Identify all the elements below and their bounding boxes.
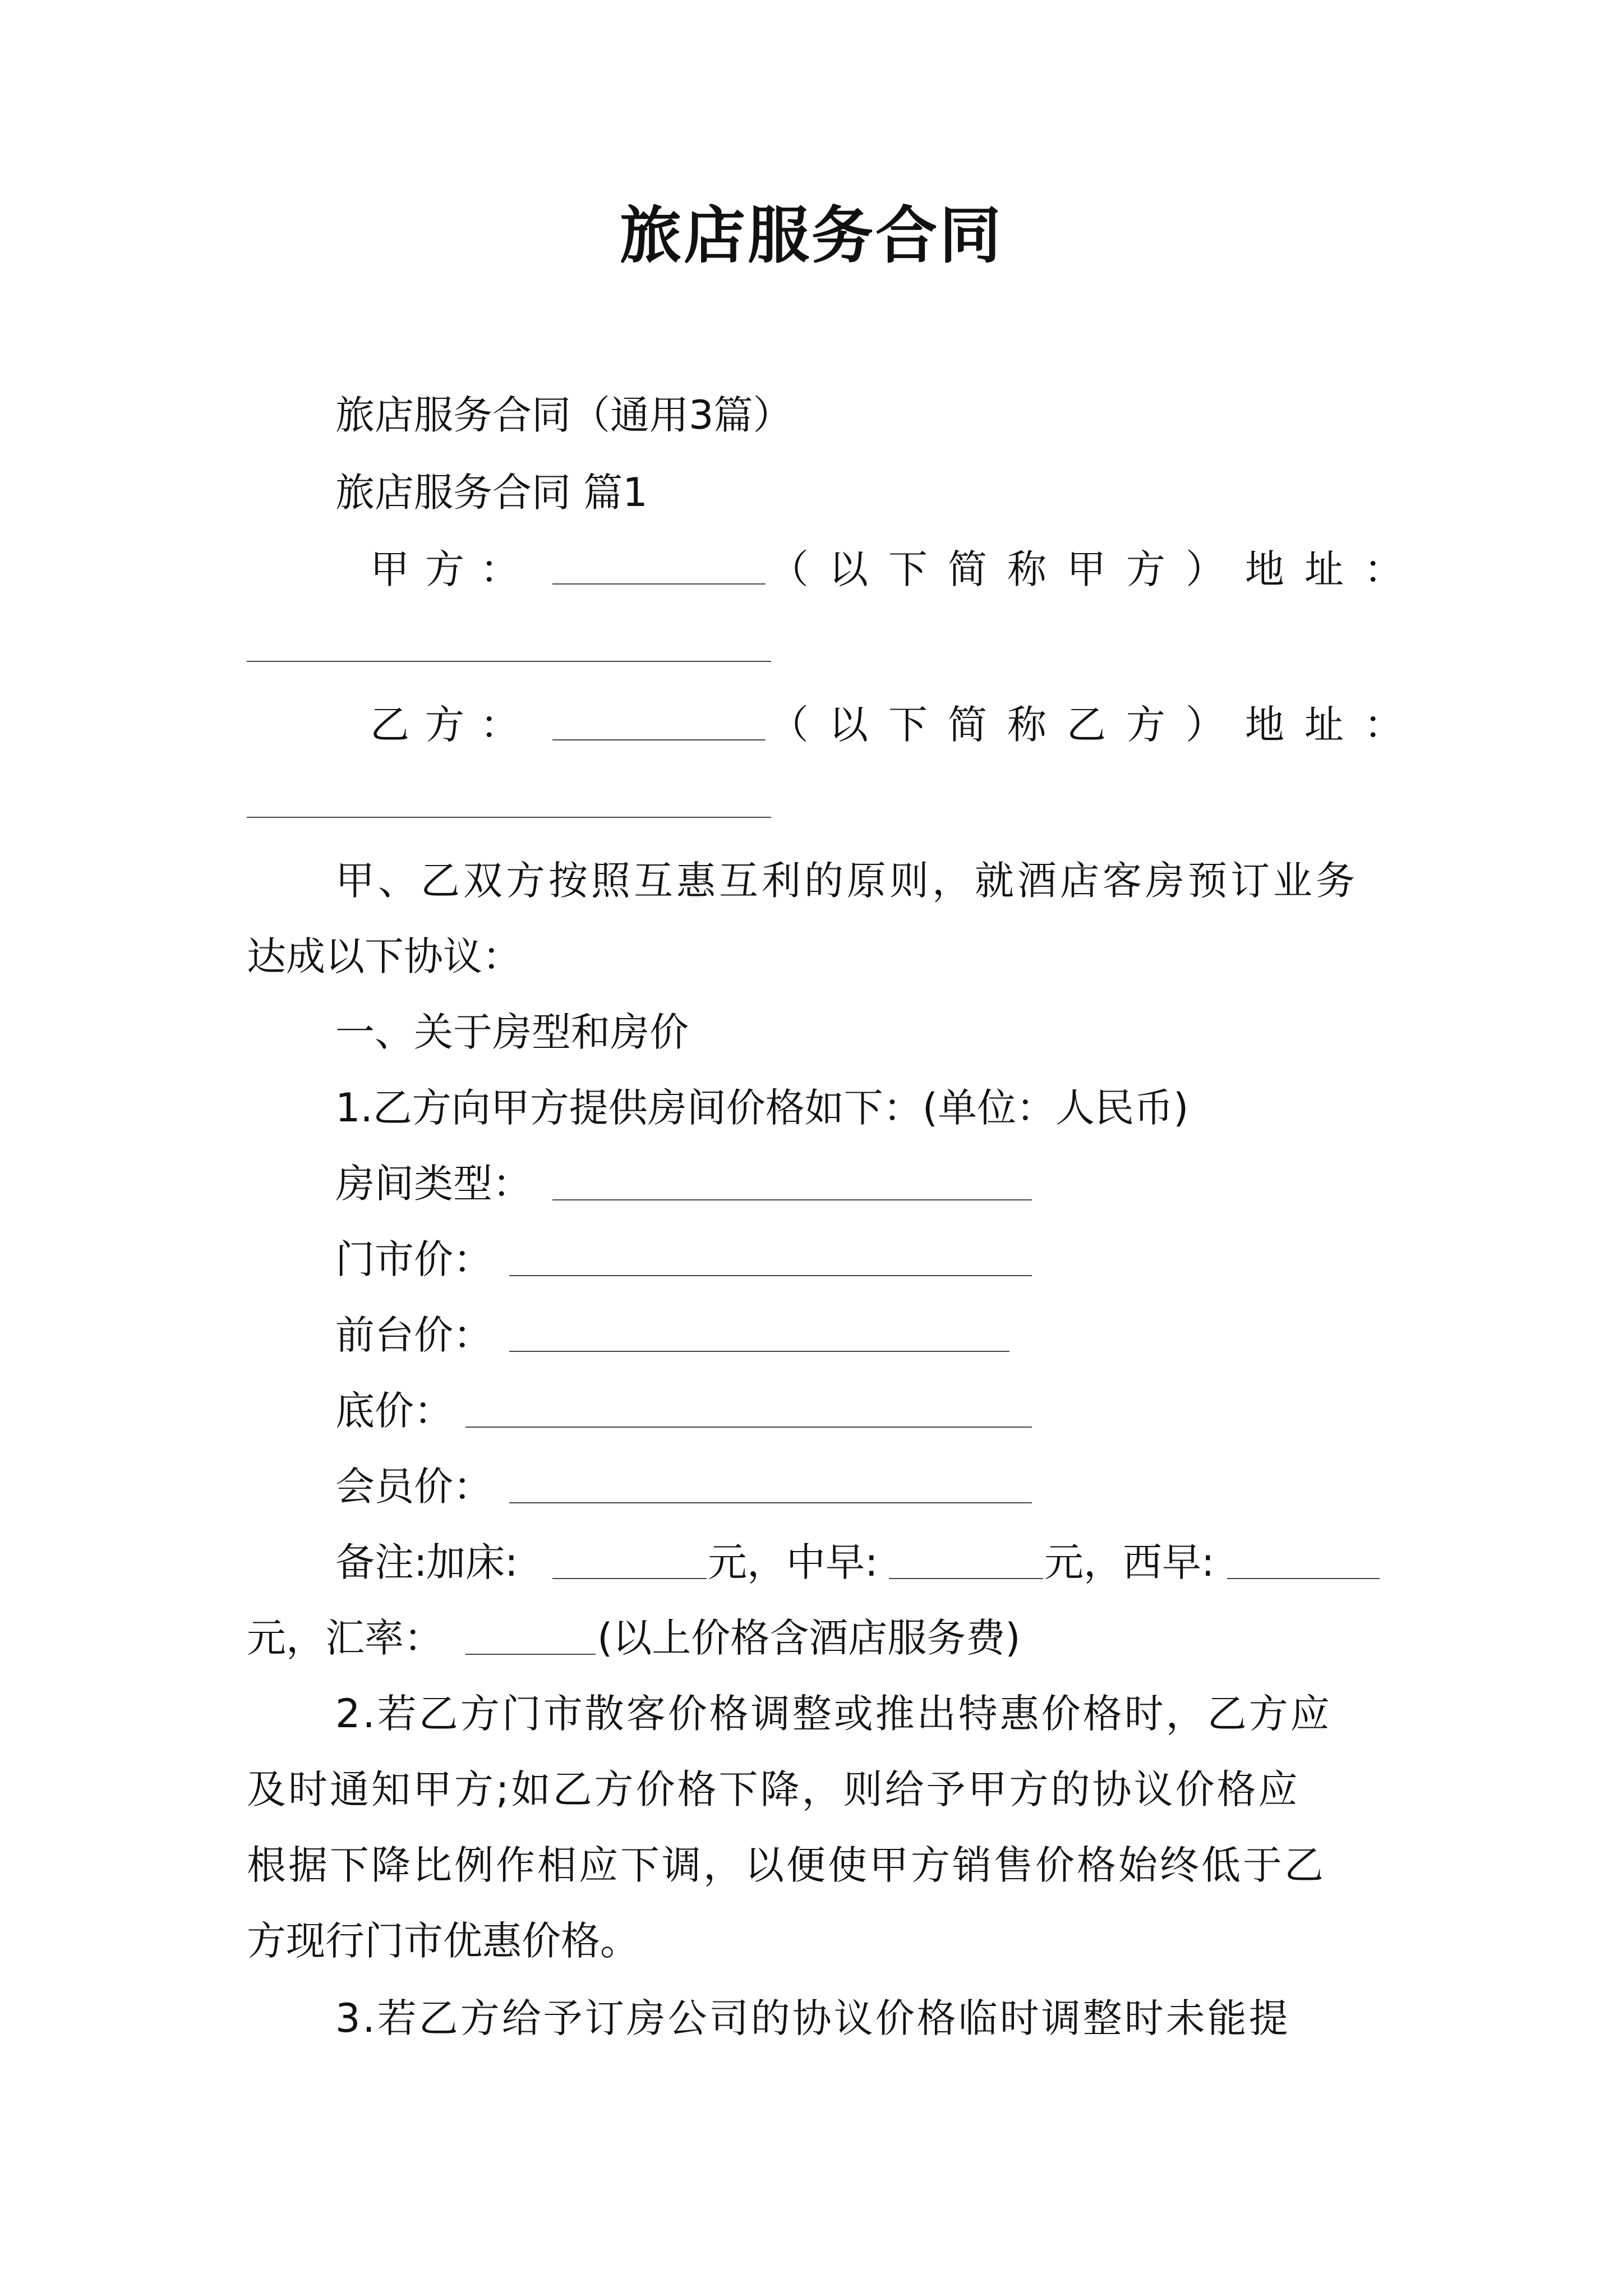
member-price-blank[interactable] — [509, 1502, 1032, 1503]
item-2-line-3: 根据下降比例作相应下调，以便使甲方销售价格始终低于乙 — [247, 1842, 1326, 1888]
party-b-suffix: （以下简称乙方）地址： — [769, 702, 1423, 748]
section-1-title: 一、关于房型和房价 — [335, 1009, 689, 1055]
base-price-blank[interactable] — [465, 1427, 1032, 1428]
front-price-label: 前台价： — [335, 1312, 492, 1358]
western-breakfast-label: 元，西早: — [1044, 1539, 1215, 1585]
party-a-name-blank[interactable] — [552, 583, 766, 585]
door-price-blank[interactable] — [509, 1275, 1032, 1276]
party-b-label: 乙方： — [370, 702, 535, 748]
part-heading: 旅店服务合同 篇1 — [335, 470, 648, 516]
extra-bed-blank[interactable] — [552, 1578, 707, 1579]
party-a-address-blank[interactable] — [247, 661, 771, 662]
item-2-line-2: 及时通知甲方;如乙方价格下降，则给予甲方的协议价格应 — [247, 1766, 1300, 1812]
document-title: 旅店服务合同 — [620, 199, 1003, 272]
item-1: 1.乙方向甲方提供房间价格如下：(单位：人民币) — [335, 1085, 1189, 1131]
door-price-label: 门市价： — [335, 1236, 492, 1282]
base-price-label: 底价： — [335, 1388, 453, 1434]
room-type-blank[interactable] — [552, 1199, 1032, 1200]
room-type-label: 房间类型： — [335, 1161, 532, 1207]
party-b-name-blank[interactable] — [552, 739, 766, 740]
intro-line-2: 达成以下协议： — [247, 933, 522, 979]
exchange-rate-label: 元，汇率： — [247, 1615, 443, 1661]
western-breakfast-blank[interactable] — [1227, 1578, 1380, 1579]
party-b-address-blank[interactable] — [247, 817, 771, 818]
exchange-rate-blank[interactable] — [465, 1654, 596, 1655]
item-2-line-1: 2.若乙方门市散客价格调整或推出特惠价格时，乙方应 — [335, 1691, 1332, 1737]
item-3-line-1: 3.若乙方给予订房公司的协议价格临时调整时未能提 — [335, 1995, 1290, 2041]
party-a-suffix: （以下简称甲方）地址： — [769, 546, 1423, 592]
front-price-blank[interactable] — [509, 1351, 1009, 1352]
item-2-line-4: 方现行门市优惠价格。 — [247, 1918, 639, 1964]
remark-label: 备注: — [335, 1539, 427, 1585]
subtitle: 旅店服务合同（通用3篇） — [335, 392, 792, 438]
intro-line-1: 甲、乙双方按照互惠互利的原则，就酒店客房预订业务 — [335, 858, 1358, 904]
party-a-label: 甲方： — [370, 546, 535, 592]
member-price-label: 会员价： — [335, 1464, 492, 1510]
chinese-breakfast-label: 元，中早: — [708, 1539, 878, 1585]
remark-tail: (以上价格含酒店服务费) — [597, 1615, 1021, 1661]
extra-bed-label: 加床: — [426, 1539, 518, 1585]
chinese-breakfast-blank[interactable] — [889, 1578, 1043, 1579]
